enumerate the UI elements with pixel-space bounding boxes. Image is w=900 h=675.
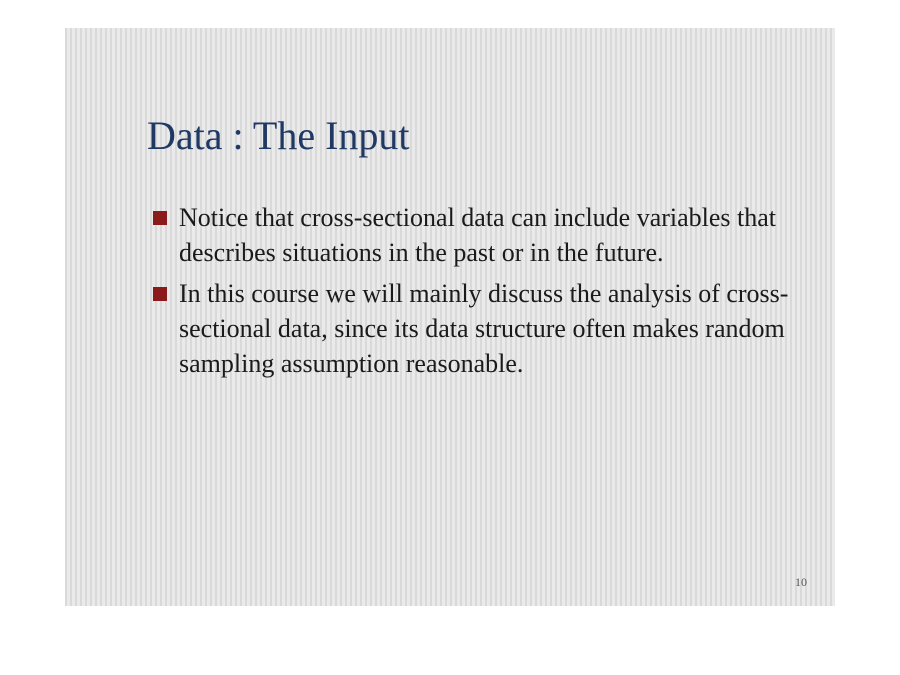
square-bullet-icon bbox=[153, 287, 167, 301]
slide-number: 10 bbox=[795, 575, 807, 589]
square-bullet-icon bbox=[153, 211, 167, 225]
bullet-list bbox=[153, 200, 813, 387]
slide bbox=[65, 28, 835, 606]
bullet-text: Notice that cross-sectional data can include variables that describes situations in the past or in the future. bbox=[179, 203, 777, 267]
slide-title: Data : The Input bbox=[147, 113, 410, 158]
bullet-item bbox=[153, 276, 813, 381]
bullet-text: In this course we will mainly discuss the analysis of cross-sectional data, since its data structure often makes random sampling assumption reasonable. bbox=[179, 279, 789, 378]
bullet-item bbox=[153, 200, 813, 270]
